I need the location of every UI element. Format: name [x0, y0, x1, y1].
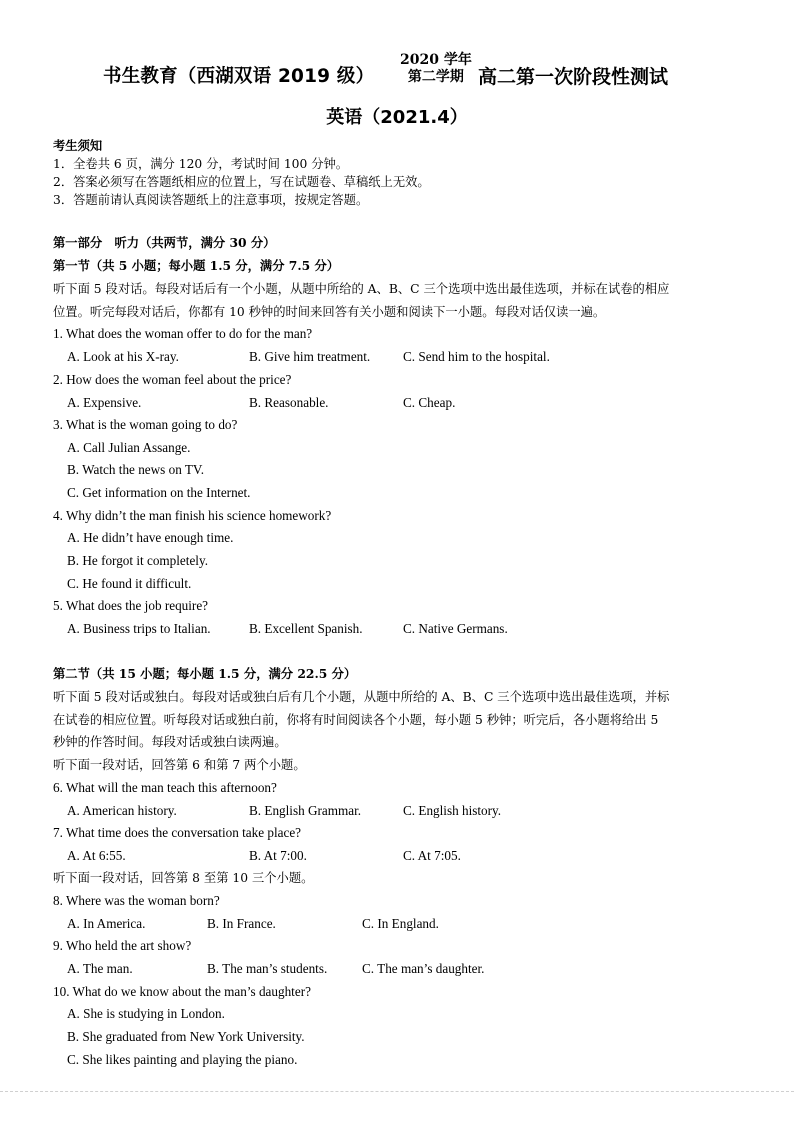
option-b: B. He forgot it completely.: [67, 553, 209, 568]
option-b: B. Reasonable.: [249, 395, 329, 410]
school-name: 书生教育（西湖双语 2019 级）: [103, 66, 375, 87]
section-title: 第二节（共 15 小题；每小题 1.5 分，满分 22.5 分）: [53, 666, 357, 681]
option-c: C. The man’s daughter.: [362, 961, 485, 976]
option-c: C. At 7:05.: [403, 848, 461, 863]
question: 1. What does the woman offer to do for the man?: [53, 326, 313, 341]
option-a: A. Business trips to Italian.: [67, 621, 211, 636]
section-instructions: 位置。听完每段对话后，你都有 10 秒钟的时间来回答有关小题和阅读下一小题。每段对话仅读一遍。: [53, 305, 606, 319]
section-title: 第一节（共 5 小题；每小题 1.5 分，满分 7.5 分）: [53, 258, 340, 273]
option-a: A. American history.: [67, 803, 177, 818]
notice-item: 3．答题前请认真阅读答题纸上的注意事项，按规定答题。: [53, 193, 369, 207]
option-a: A. She is studying in London.: [67, 1006, 225, 1021]
option-a: A. The man.: [67, 961, 133, 976]
option-b: B. English Grammar.: [249, 803, 362, 818]
option-c: C. Cheap.: [403, 395, 456, 410]
part-title: 第一部分 听力（共两节，满分 30 分）: [53, 235, 276, 250]
notice-title: 考生须知: [53, 138, 103, 153]
question: 8. Where was the woman born?: [53, 893, 220, 908]
option-c: C. He found it difficult.: [67, 576, 192, 591]
academic-term: [400, 52, 472, 86]
academic-year: 2020 学年: [400, 52, 472, 68]
notice-item: 2．答案必须写在答题纸相应的位置上，写在试题卷、草稿纸上无效。: [53, 175, 430, 189]
semester: 第二学期: [407, 69, 464, 85]
option-b: B. Excellent Spanish.: [249, 621, 363, 636]
question: 3. What is the woman going to do?: [53, 417, 238, 432]
exam-header: [0, 52, 794, 96]
option-a: A. Look at his X-ray.: [67, 349, 179, 364]
subject-title: 英语（2021.4）: [326, 107, 468, 128]
section-instructions: 听下面 5 段对话。每段对话后有一个小题，从题中所给的 A、B、C 三个选项中选出最佳选项，并标在试卷的相应: [53, 282, 670, 296]
option-a: A. At 6:55.: [67, 848, 126, 863]
option-c: C. Send him to the hospital.: [403, 349, 550, 364]
question: 10. What do we know about the man’s daughter?: [53, 984, 311, 999]
question: 2. How does the woman feel about the price?: [53, 372, 292, 387]
option-a: A. Expensive.: [67, 395, 142, 410]
exam-title: 高二第一次阶段性测试: [478, 66, 669, 88]
option-b: B. Give him treatment.: [249, 349, 371, 364]
section-instructions: 秒钟的作答时间。每段对话或独白读两遍。: [53, 735, 287, 749]
question: 7. What time does the conversation take place?: [53, 825, 302, 840]
option-a: A. In America.: [67, 916, 146, 931]
notice-item: 1．全卷共 6 页，满分 120 分，考试时间 100 分钟。: [53, 157, 349, 171]
option-c: C. She likes painting and playing the piano.: [67, 1052, 298, 1067]
section-instructions: 听下面 5 段对话或独白。每段对话或独白后有几个小题，从题中所给的 A、B、C 三个选项中选出最佳选项，并标: [53, 690, 670, 704]
option-a: A. Call Julian Assange.: [67, 440, 191, 455]
option-b: B. At 7:00.: [249, 848, 307, 863]
section-instructions: 在试卷的相应位置。听每段对话或独白前，你将有时间阅读各个小题，每小题 5 秒钟；听完后，各小题将给出 5: [53, 713, 659, 727]
option-c: C. Native Germans.: [403, 621, 508, 636]
option-c: C. Get information on the Internet.: [67, 485, 251, 500]
question: 4. Why didn’t the man finish his science homework?: [53, 508, 332, 523]
option-b: B. She graduated from New York University.: [67, 1029, 305, 1044]
page-divider: [0, 1091, 794, 1092]
question: 5. What does the job require?: [53, 598, 209, 613]
option-c: C. English history.: [403, 803, 502, 818]
option-b: B. The man’s students.: [207, 961, 328, 976]
group-note: 听下面一段对话，回答第 8 至第 10 三个小题。: [53, 871, 314, 885]
option-c: C. In England.: [362, 916, 439, 931]
option-b: B. Watch the news on TV.: [67, 462, 205, 477]
option-a: A. He didn’t have enough time.: [67, 530, 234, 545]
option-b: B. In France.: [207, 916, 276, 931]
group-note: 听下面一段对话，回答第 6 和第 7 两个小题。: [53, 758, 306, 772]
question: 9. Who held the art show?: [53, 938, 192, 953]
question: 6. What will the man teach this afternoon?: [53, 780, 277, 795]
